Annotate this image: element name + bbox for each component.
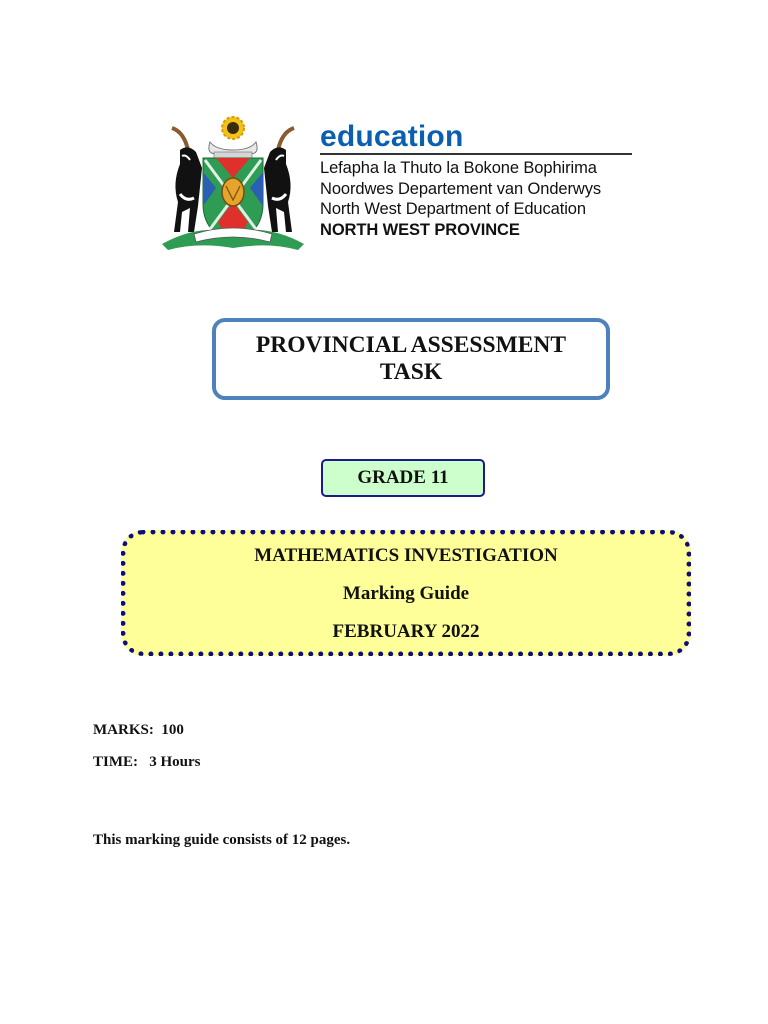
document-type: Marking Guide [342,583,470,604]
brand-line-province: NORTH WEST PROVINCE [320,220,520,239]
grade-box [321,459,485,497]
assessment-title-line-2: TASK [379,359,443,385]
time-row [93,752,201,784]
time-value: 3 Hours [149,754,201,770]
investigation-box [121,530,691,656]
brand-wordmark: education [320,120,464,153]
assessment-title-box [212,318,610,400]
brand-divider [320,153,632,155]
page-count-note: This marking guide consists of 12 pages. [93,832,351,848]
exam-details [93,720,201,784]
marks-label: MARKS: [93,722,154,738]
marks-value: 100 [161,722,184,738]
assessment-title-line-1: PROVINCIAL ASSESSMENT [255,332,567,358]
brand-line-setswana: Lefapha la Thuto la Bokone Bophirima [320,159,597,177]
marks-row [93,720,201,752]
grade-label: GRADE 11 [357,467,449,488]
coat-of-arms-icon [158,114,308,254]
subject-title: MATHEMATICS INVESTIGATION [254,545,558,566]
exam-date: FEBRUARY 2022 [332,621,480,642]
brand-line-afrikaans: Noordwes Departement van Onderwys [320,179,601,198]
time-label: TIME: [93,754,138,770]
department-branding [320,122,635,240]
brand-line-english: North West Department of Education [320,200,586,218]
